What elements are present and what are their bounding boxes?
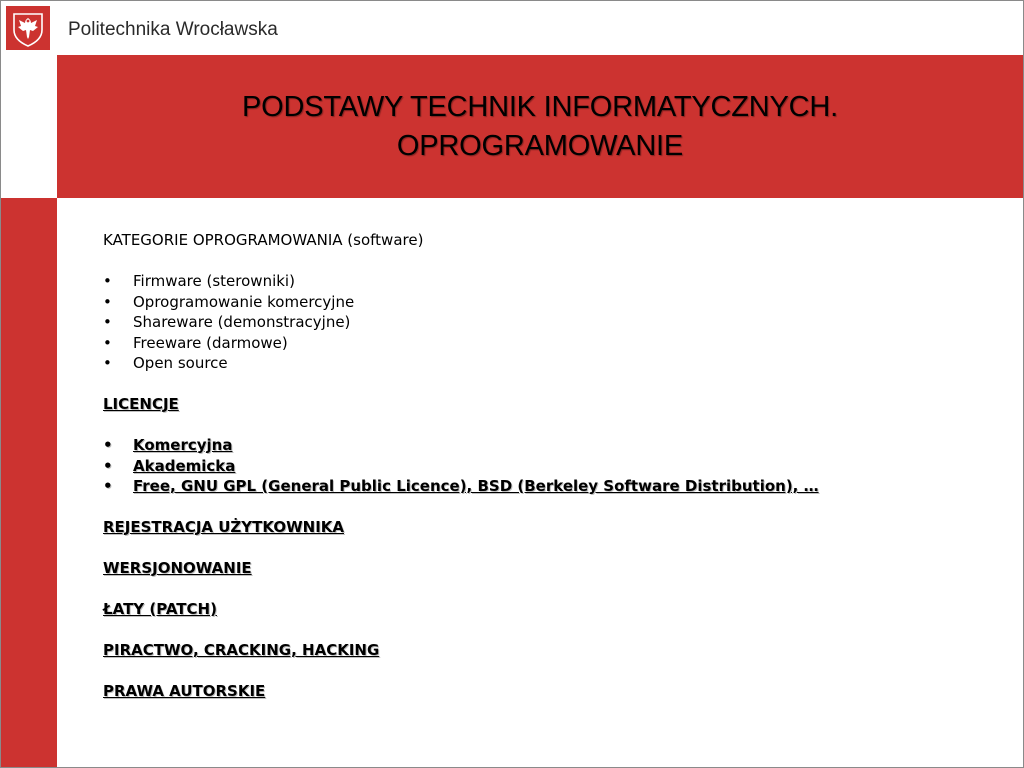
title-line-1: PODSTAWY TECHNIK INFORMATYCZNYCH. xyxy=(242,91,838,123)
topic-heading: PRAWA AUTORSKIE xyxy=(103,682,266,700)
list-item xyxy=(103,435,1003,456)
bullet-icon: • xyxy=(103,354,112,372)
bullet-icon: • xyxy=(103,456,113,475)
licences-heading: LICENCJE xyxy=(103,395,179,413)
list-item xyxy=(103,456,1003,477)
list-item xyxy=(103,353,1003,374)
list-item xyxy=(103,476,1003,497)
title-line-2: OPROGRAMOWANIE xyxy=(396,130,684,162)
bullet-icon: • xyxy=(103,292,112,311)
left-accent-strip xyxy=(1,198,57,767)
slide-title xyxy=(57,88,1023,166)
slide-content xyxy=(103,230,1003,702)
category-item: Oprogramowanie komercyjne xyxy=(133,292,355,311)
licence-item: Free, GNU GPL (General Public Licence), BSD (Berkeley Software Distribution), … xyxy=(133,477,819,495)
licence-item: Akademicka xyxy=(133,456,236,475)
category-item: Freeware (darmowe) xyxy=(133,333,288,352)
eagle-crest-icon xyxy=(6,6,50,50)
licence-item: Komercyjna xyxy=(133,436,233,454)
topic-heading: ŁATY (PATCH) xyxy=(103,600,217,618)
list-item xyxy=(103,333,1003,354)
topic-heading: REJESTRACJA UŻYTKOWNIKA xyxy=(103,518,345,536)
category-item: Firmware (sterowniki) xyxy=(133,272,295,290)
category-item: Shareware (demonstracyjne) xyxy=(133,313,351,331)
university-name: Politechnika Wrocławska xyxy=(68,19,278,40)
bullet-icon: • xyxy=(103,272,112,290)
list-item xyxy=(103,292,1003,313)
topic-heading: WERSJONOWANIE xyxy=(103,559,252,577)
list-item xyxy=(103,271,1003,292)
bullet-icon: • xyxy=(103,477,113,495)
list-item xyxy=(103,312,1003,333)
topic-heading: PIRACTWO, CRACKING, HACKING xyxy=(103,641,380,659)
bullet-icon: • xyxy=(103,333,112,352)
bullet-icon: • xyxy=(103,313,112,331)
category-item: Open source xyxy=(133,354,228,372)
title-band-notch xyxy=(1,55,57,198)
categories-heading: KATEGORIE OPROGRAMOWANIA (software) xyxy=(103,231,424,249)
bullet-icon: • xyxy=(103,436,113,454)
university-logo xyxy=(6,4,278,52)
